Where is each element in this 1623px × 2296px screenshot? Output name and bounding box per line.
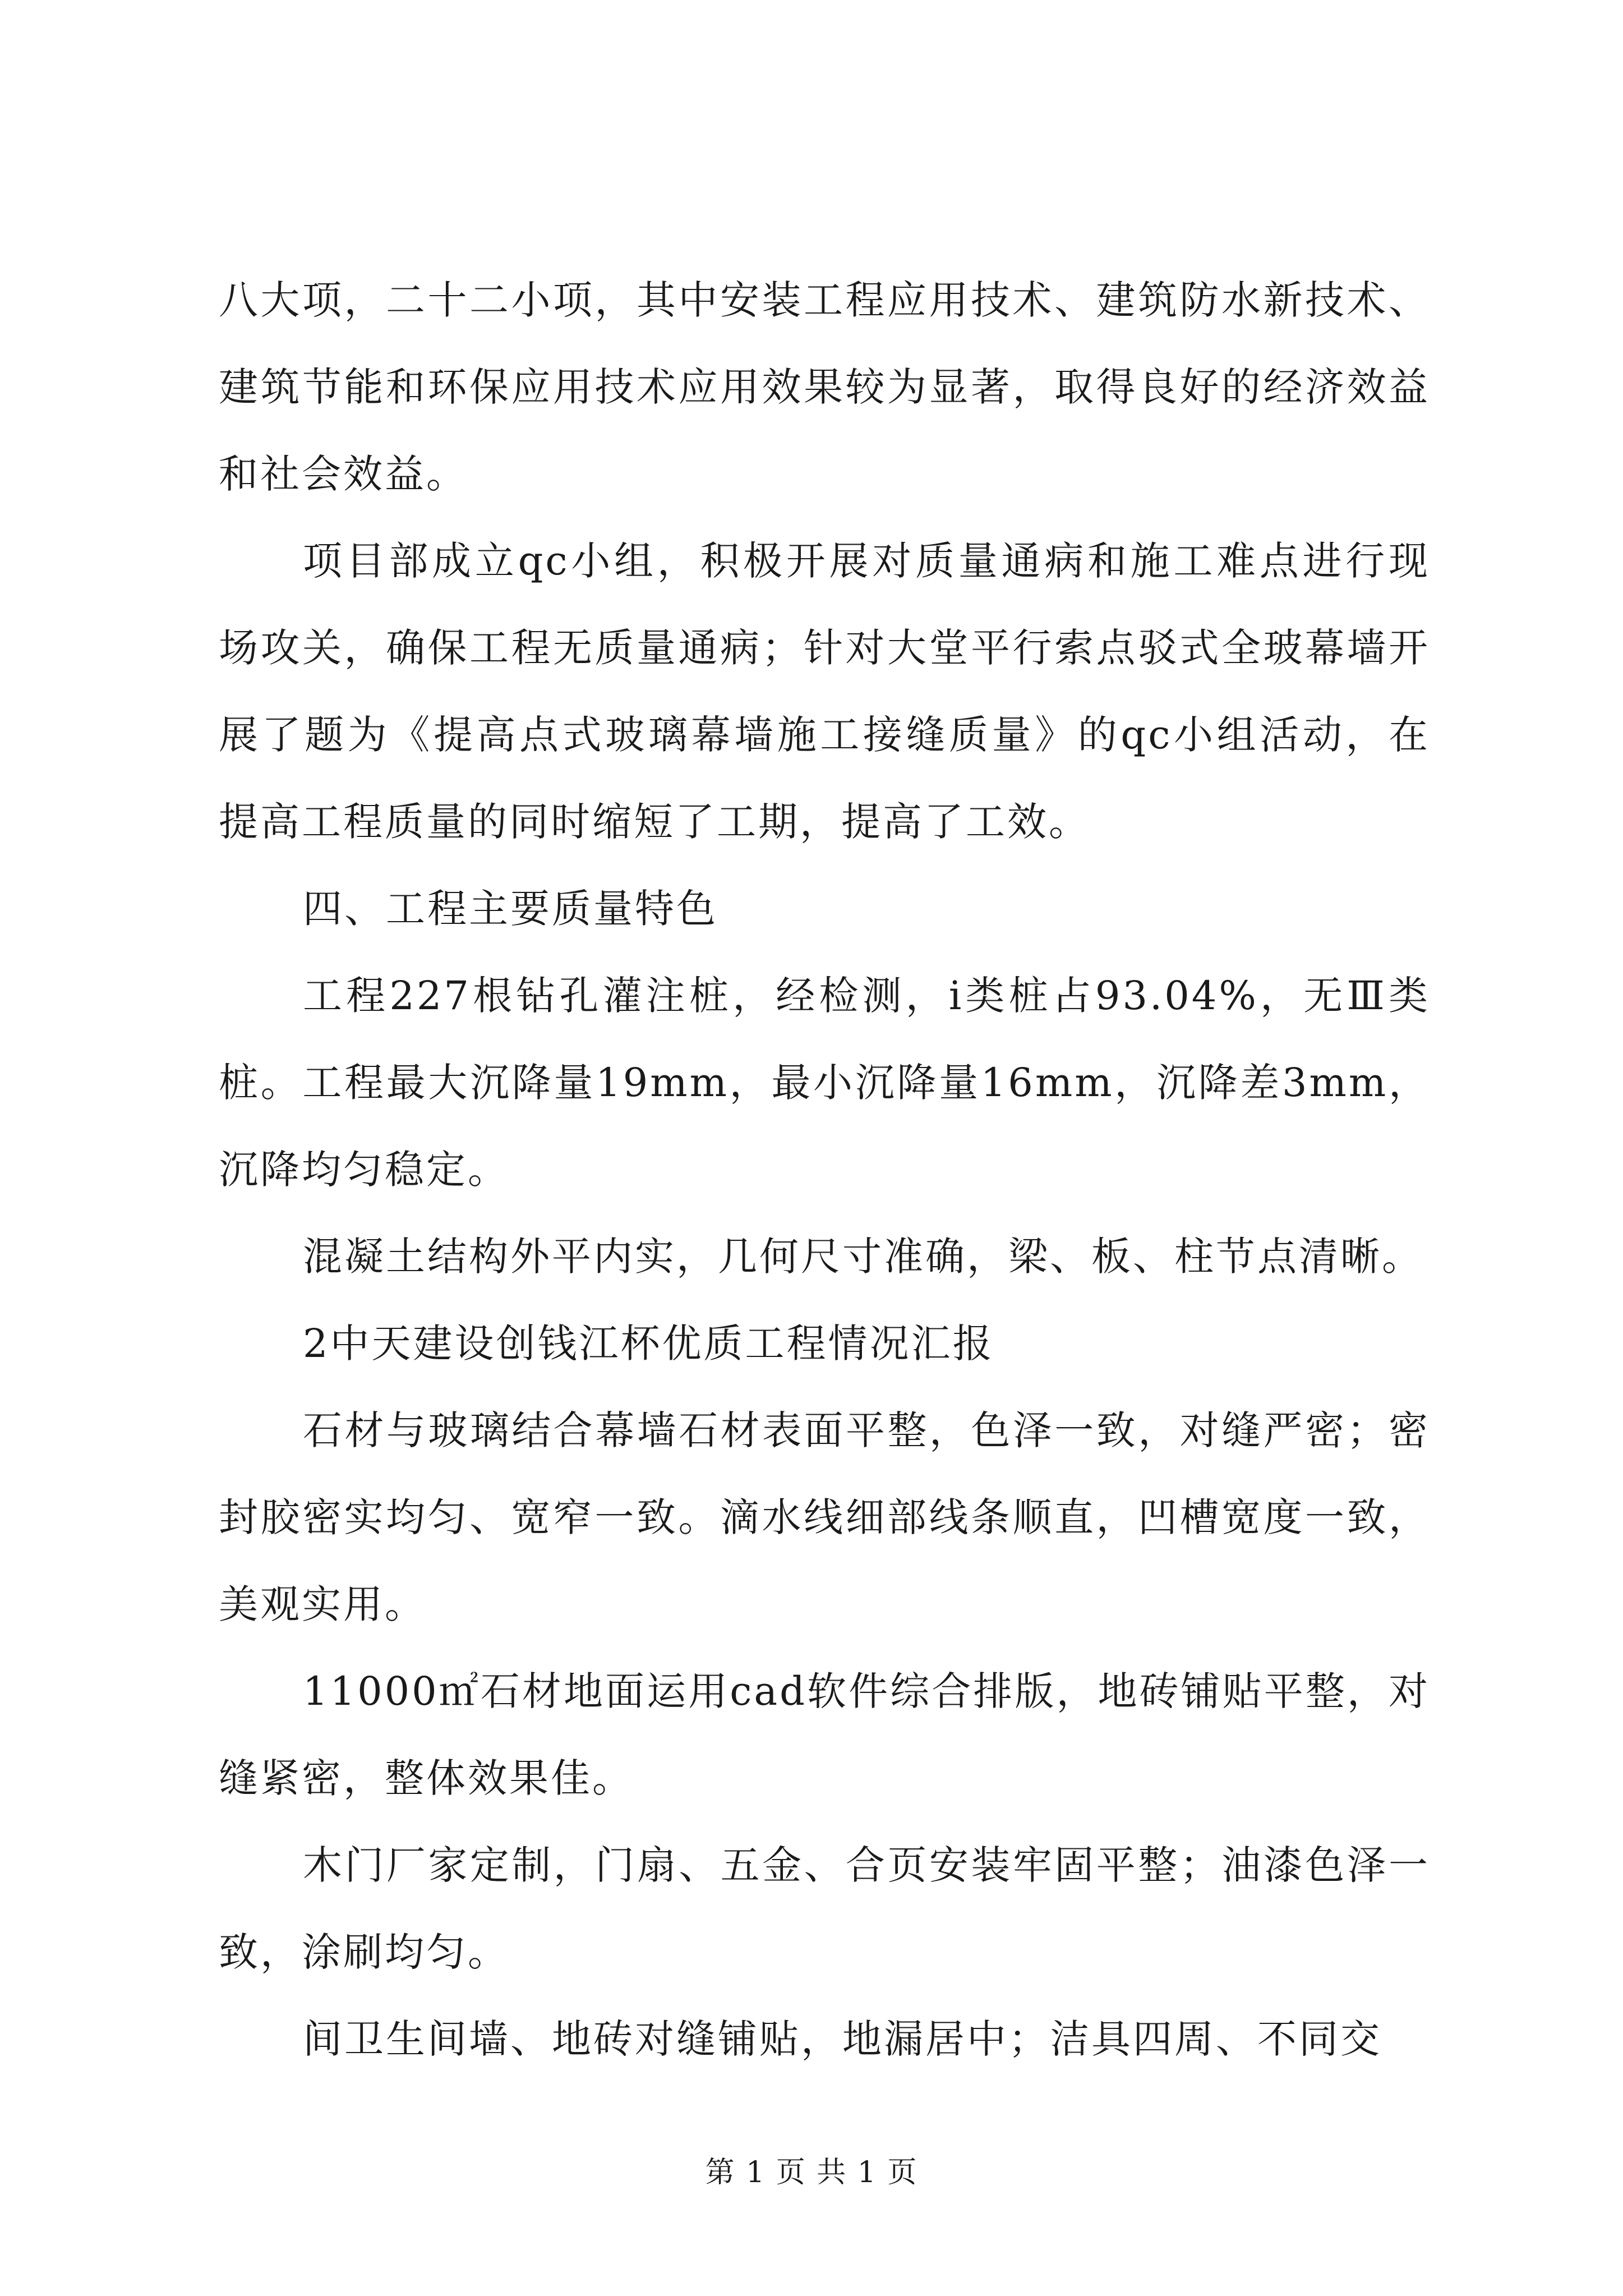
paragraph-piles: 工程227根钻孔灌注桩，经检测，i类桩占93.04%，无Ⅲ类桩。工程最大沉降量19mm，最小沉降量16mm，沉降差3mm，沉降均匀稳定。	[219, 973, 1430, 1193]
document-body	[219, 257, 1430, 2083]
page-number-footer: 第 1 页 共 1 页	[705, 2156, 918, 2189]
paragraph-curtain-wall: 石材与玻璃结合幕墙石材表面平整，色泽一致，对缝严密；密封胶密实均匀、宽窄一致。滴水线细部线条顺直，凹槽宽度一致，美观实用。	[219, 1407, 1430, 1627]
paragraph-wooden-doors: 木门厂家定制，门扇、五金、合页安装牢固平整；油漆色泽一致，涂刷均匀。	[219, 1842, 1430, 1975]
section-heading-quality-features: 四、工程主要质量特色	[303, 886, 718, 932]
paragraph-report-title: 2中天建设创钱江杯优质工程情况汇报	[303, 1320, 994, 1366]
paragraph-concrete: 混凝土结构外平内实，几何尺寸准确，梁、板、柱节点清晰。	[303, 1234, 1423, 1280]
paragraph-bathroom: 间卫生间墙、地砖对缝铺贴，地漏居中；洁具四周、不同交	[303, 2016, 1382, 2062]
paragraph-stone-floor: 11000㎡石材地面运用cad软件综合排版，地砖铺贴平整，对缝紧密，整体效果佳。	[219, 1668, 1430, 1801]
paragraph-qc-group: 项目部成立qc小组，积极开展对质量通病和施工难点进行现场攻关，确保工程无质量通病；针对大堂平行索点驳式全玻幕墙开展了题为《提高点式玻璃幕墙施工接缝质量》的qc小组活动，在提高工程质量的同时缩短了工期，提高了工效。	[219, 538, 1430, 845]
paragraph-continuation: 八大项，二十二小项，其中安装工程应用技术、建筑防水新技术、建筑节能和环保应用技术应用效果较为显著，取得良好的经济效益和社会效益。	[219, 277, 1430, 497]
